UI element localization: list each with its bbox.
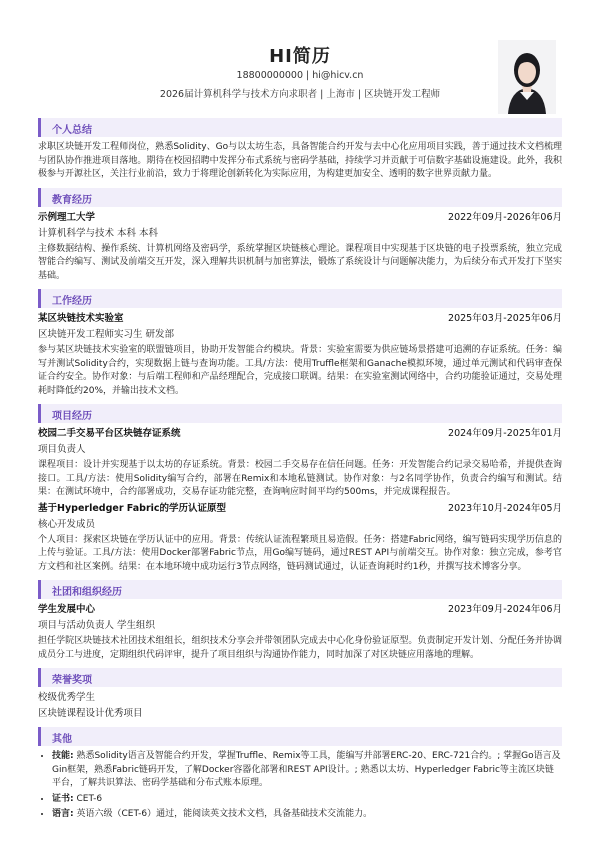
club-text: 担任学院区块链技术社团技术组组长，组织技术分享会并带领团队完成去中心化身份验证原型。负责制定开发计划、分配任务并协调成员分工与进度，定期组织代码评审，提升了项目组织与沟通协作能力，同时加深了对区块链应用落地的理解。 [38,636,562,660]
project-name: 校园二手交易平台区块链存证系统 [38,428,181,439]
project-text: 课程项目：设计并实现基于以太坊的存证系统。背景：校园二手交易存在信任问题。任务：开发智能合约记录交易哈希，并提供查询接口。工具/方法：使用Solidity编写合约，部署在Remix和本地私链测试。协作对象：与2名同学协作，负责合约编写和测试。结果：在测试环境中，合约部署成功，交易存证功能完整，查询响应时间平均约500ms，并完成课程报告。 [38,460,562,497]
summary-section-title: 个人总结 [52,125,92,136]
other-section-title: 其他 [52,734,72,745]
job-intent: 2026届计算机科学与技术方向求职者 | 上海市 | 区块链开发工程师 [159,89,441,100]
clubs-section [38,580,562,662]
resume-header [38,0,562,118]
avatar [498,40,556,114]
awards-section-header [38,668,562,687]
candidate-name: HI简历 [269,46,331,67]
item-text: CET-6 [73,793,103,804]
portrait-photo [498,40,556,114]
project-row [38,427,562,441]
projects-section-title: 项目经历 [52,411,92,422]
education-section-header [38,188,562,207]
item-label: 技能: [52,751,74,761]
section-accent-bar [38,668,41,687]
other-list [38,750,562,822]
work-row [38,312,562,326]
projects-section-header [38,404,562,423]
work-org: 某区块链技术实验室 [38,313,124,324]
section-accent-bar [38,727,41,746]
project-date: 2023年10月-2024年05月 [448,502,562,514]
list-item [52,808,562,822]
work-section-header [38,289,562,308]
item-text: 英语六级（CET-6）通过，能阅读英文技术文档，具备基础技术交流能力。 [73,809,373,819]
project-text: 个人项目：探索区块链在学历认证中的应用。背景：传统认证流程繁琐且易造假。任务：搭建Fabric网络，编写链码实现学历信息的上传与验证。工具/方法：使用Docker部署Fabric节点，用Go编写链码，通过REST API与前端交互。协作对象：独立完成，参考官方文档和社区案例。结果：在本地环境中成功运行3节点网络，链码测试通过，认证查询耗时约1秒，并撰写技术博客分享。 [38,534,562,572]
club-role: 项目与活动负责人 学生组织 [38,620,156,631]
club-row [38,603,562,617]
section-accent-bar [38,289,41,308]
project-role: 项目负责人 [38,444,86,455]
contact-info: 18800000000 | hi@hicv.cn [236,70,364,81]
other-section [38,727,562,822]
summary-text: 求职区块链开发工程师岗位，熟悉Solidity、Go与以太坊生态，具备智能合约开发与去中心化应用项目实践，善于通过技术文档梳理与团队协作推进项目落地。期待在校园招聘中发挥分布式系统与密码学基础，持续学习并贡献于可信数字基础设施建设。此外，我积极参与开源社区，关注行业前沿，致力于将理论创新转化为实际应用，为构建更加安全、透明的数字世界贡献力量。 [38,142,562,179]
projects-section [38,404,562,574]
club-org: 学生发展中心 [38,604,96,615]
awards-section [38,668,562,721]
clubs-section-header [38,580,562,599]
list-item [52,750,562,791]
item-text: 熟悉Solidity语言及智能合约开发，掌握Truffle、Remix等工具，能编写并部署ERC-20、ERC-721合约。; 掌握Go语言及Gin框架，熟悉Fabric链码开发，了解Docker容器化部署和REST API设计。; 熟悉以太坊、Hyperledger Fabric等主流区块链平台，了解共识算法、密码学基础和分布式账本原理。 [52,751,561,788]
project-row [38,502,562,516]
work-date: 2025年03月-2025年06月 [448,313,562,324]
clubs-section-title: 社团和组织经历 [52,587,122,598]
project-role: 核心开发成员 [38,518,96,530]
section-accent-bar [38,404,41,423]
work-section [38,289,562,398]
club-date: 2023年09月-2024年06月 [448,604,562,615]
education-text: 主修数据结构、操作系统、计算机网络及密码学，系统掌握区块链核心理论。课程项目中实现基于区块链的电子投票系统，独立完成智能合约编写、测试及前端交互开发，深入理解共识机制与加密算法，锻炼了系统设计与问题解决能力，为后续分布式开发打下坚实基础。 [38,243,562,281]
section-accent-bar [38,188,41,207]
award-item: 区块链课程设计优秀项目 [38,708,143,719]
item-label: 证书: [52,793,74,804]
education-section [38,188,562,284]
project-name: 基于Hyperledger Fabric的学历认证原型 [38,502,227,514]
education-major: 计算机科学与技术 本科 本科 [38,227,159,239]
summary-section-header [38,118,562,137]
awards-section-title: 荣誉奖项 [52,675,92,686]
summary-section [38,118,562,182]
education-date: 2022年09月-2026年06月 [448,211,562,223]
section-accent-bar [38,118,41,137]
work-role: 区块链开发工程师实习生 研发部 [38,329,175,340]
section-accent-bar [38,580,41,599]
award-item: 校级优秀学生 [38,692,96,703]
item-label: 语言: [52,809,74,819]
work-text: 参与某区块链技术实验室的联盟链项目，协助开发智能合约模块。背景：实验室需要为供应链场景搭建可追溯的存证系统。任务：编写并测试Solidity合约，实现数据上链与查询功能。工具/方法：使用Truffle框架和Ganache模拟环境，通过单元测试和代码审查保证合约安全。协作对象：与后端工程师和产品经理配合，完成接口联调。结果：在实验室测试网络中，合约功能验证通过，交易处理耗时降低约20%，并输出技术文档。 [38,345,562,396]
work-section-title: 工作经历 [52,296,92,307]
project-date: 2024年09月-2025年01月 [448,428,562,439]
school-name: 示例理工大学 [38,211,96,223]
list-item [52,793,562,807]
other-section-header [38,727,562,746]
education-section-title: 教育经历 [52,194,92,206]
education-row [38,211,562,225]
